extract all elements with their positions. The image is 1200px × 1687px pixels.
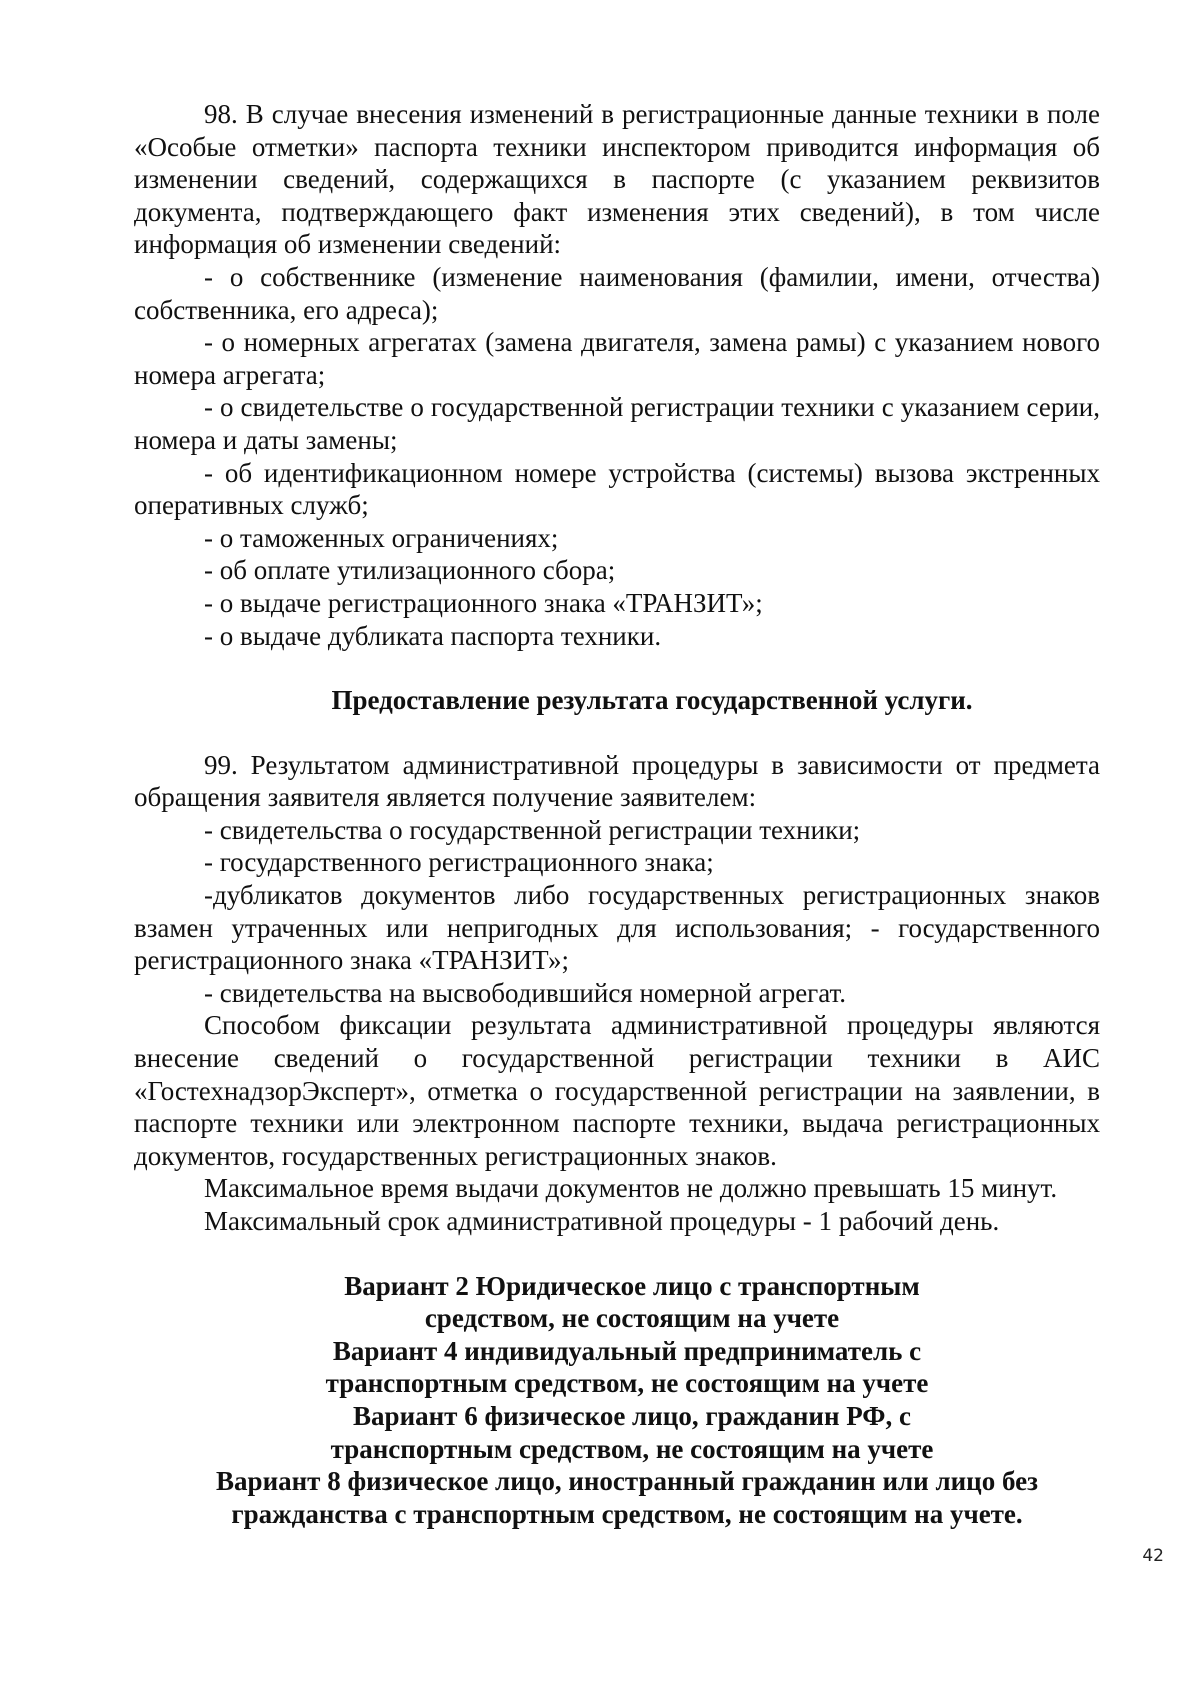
section-heading-result: Предоставление результата государственной услуги. — [331, 685, 973, 716]
variant-2-heading: Вариант 2 Юридическое лицо с транспортным средством, не состоящим на учете — [344, 1270, 920, 1334]
list-item-transit-plate: - о выдаче регистрационного знака «ТРАНЗИТ»; — [204, 587, 763, 618]
paragraph-max-time: Максимальное время выдачи документов не должно превышать 15 минут. — [204, 1173, 1058, 1204]
list-item-customs: - о таможенных ограничениях; — [204, 522, 559, 553]
paragraph-fixation: Способом фиксации результата административной процедуры являются внесение сведений о государственной регистрации техники в АИС «ГостехнадзорЭксперт», отметка о государственной регистрации на заявлении, в паспорте техники или электронном паспорте техники, выдача регистрационных документов, государственных регистрационных знаков. — [134, 1010, 1100, 1171]
list-item-reg-certificate: - свидетельства о государственной регистрации техники; — [204, 814, 861, 845]
list-item-duplicate-passport: - о выдаче дубликата паспорта техники. — [204, 620, 662, 651]
list-item-certificate: - о свидетельстве о государственной регистрации техники с указанием серии, номера и даты замены; — [134, 392, 1100, 455]
list-item-freed-unit: - свидетельства на высвободившийся номерной агрегат. — [204, 977, 847, 1008]
variant-4-heading: Вариант 4 индивидуальный предприниматель с транспортным средством, не состоящим на учете — [325, 1335, 929, 1399]
variant-8-heading: Вариант 8 физическое лицо, иностранный гражданин или лицо без гражданства с транспортным средством, не состоящим на учете. — [216, 1466, 1038, 1529]
list-item-duplicates: -дубликатов документов либо государственных регистрационных знаков взамен утраченных или непригодных для использования; - государственного регистрационного знака «ТРАНЗИТ»; — [134, 880, 1100, 976]
document-page — [134, 98, 1100, 1530]
paragraph-98-intro: 98. В случае внесения изменений в регистрационные данные техники в поле «Особые отметки» паспорта техники инспектором приводится информация об изменении сведений, содержащихся в паспорте (с указанием реквизитов документа, подтверждающего факт изменения этих сведений), в том числе информация об изменении сведений: — [134, 99, 1100, 260]
page-number: 42 — [1142, 1546, 1164, 1566]
list-item-recycling-fee: - об оплате утилизационного сбора; — [204, 555, 616, 586]
variant-6-heading: Вариант 6 физическое лицо, гражданин РФ, с транспортным средством, не состоящим на учете — [330, 1400, 934, 1464]
paragraph-max-term: Максимальный срок административной процедуры - 1 рабочий день. — [204, 1206, 1000, 1236]
list-item-owner: - о собственнике (изменение наименования (фамилии, имени, отчества) собственника, его адреса); — [134, 261, 1100, 325]
list-item-units: - о номерных агрегатах (замена двигателя, замена рамы) с указанием нового номера агрегата; — [134, 327, 1100, 390]
list-item-emergency-id: - об идентификационном номере устройства (системы) вызова экстренных оперативных служб; — [134, 457, 1100, 521]
list-item-reg-plate: - государственного регистрационного знака; — [204, 847, 714, 878]
paragraph-99-intro: 99. Результатом административной процедуры в зависимости от предмета обращения заявителя является получение заявителем: — [134, 749, 1100, 813]
